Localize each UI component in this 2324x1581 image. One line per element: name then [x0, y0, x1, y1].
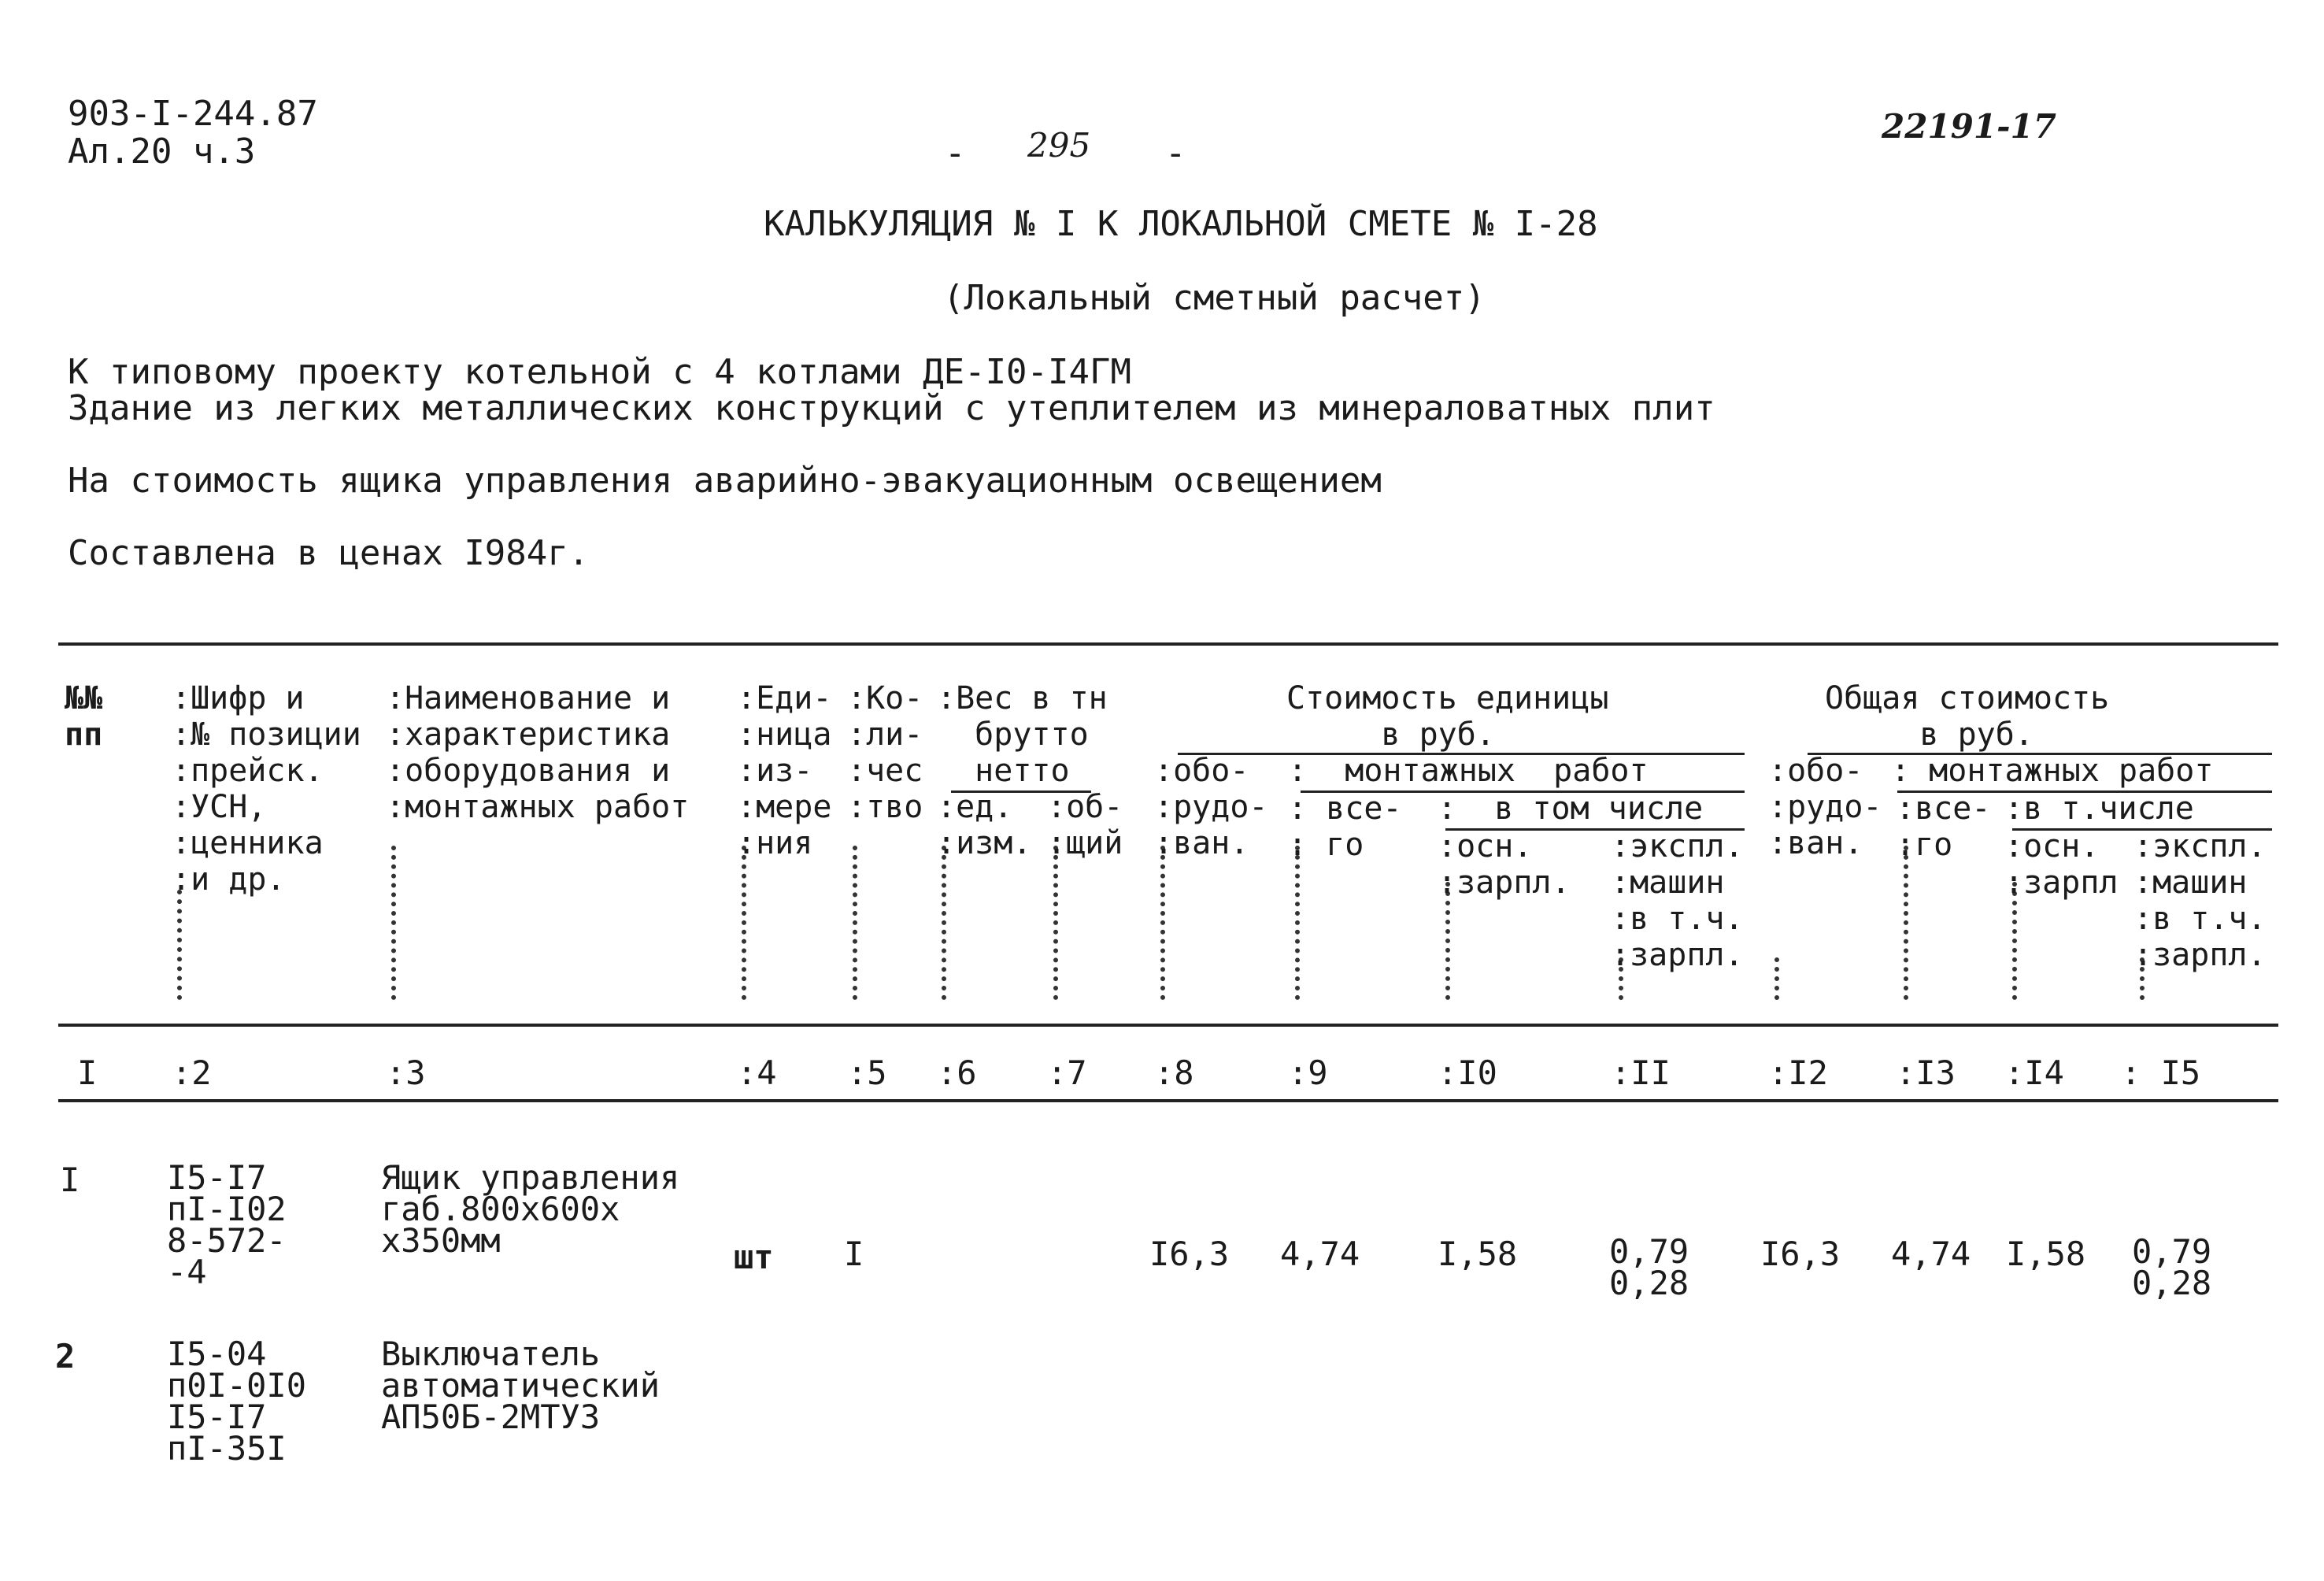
price-level: Составлена в ценах I984г. [68, 533, 590, 573]
row-name: Выключатель автоматический АП50Б-2МТУ3 [381, 1335, 661, 1436]
column-number-12: :I2 [1768, 1053, 1828, 1092]
column-number-9: :9 [1288, 1053, 1328, 1092]
column-number-8: :8 [1154, 1053, 1194, 1092]
col-header-code: :Шифр и :№ позиции :прейск. :УСН, :ценника :и др. [172, 680, 361, 898]
column-number-6: :6 [937, 1053, 977, 1092]
column-number-2: :2 [172, 1053, 212, 1092]
col-header-weight-total: :об- :щий [1047, 789, 1123, 861]
row-mach-unit: 0,79 0,28 [1609, 1232, 1689, 1302]
column-number-3: :3 [386, 1053, 426, 1092]
row-unit: шт [734, 1238, 774, 1276]
column-number-5: :5 [847, 1053, 887, 1092]
col-header-unit-cost: Стоимость единицы в руб. [1286, 680, 1609, 753]
row-number: 2 [55, 1337, 76, 1376]
row-mont-all-unit: 4,74 [1280, 1235, 1360, 1273]
row-mont-all-total: 4,74 [1891, 1235, 1971, 1273]
col-sep-13 [1904, 846, 1908, 1000]
row-salary-total: I,58 [2006, 1235, 2086, 1273]
col-header-equip-unit: :обо- :рудо- :ван. [1154, 753, 1268, 861]
row-qty: I [844, 1235, 864, 1273]
page-dash-right: - [1165, 133, 1186, 173]
page-title: КАЛЬКУЛЯЦИЯ № I К ЛОКАЛЬНОЙ СМЕТЕ № I-28 [764, 204, 1598, 244]
col-sep-3 [391, 846, 396, 1000]
page-dash-left: - [945, 133, 966, 173]
cost-purpose: На стоимость ящика управления аварийно-эвакуационным освещением [68, 461, 1382, 501]
column-number-1: I [77, 1053, 98, 1092]
row-equip-unit: I6,3 [1149, 1235, 1230, 1273]
col-sep-9 [1295, 846, 1300, 1000]
row-code: I5-I7 пI-I02 8-572- -4 [167, 1158, 287, 1291]
column-number-10: :I0 [1438, 1053, 1497, 1092]
project-line-1: К типовому проекту котельной с 4 котлами ДЕ-I0-I4ГМ [68, 352, 1132, 392]
column-number-13: :I3 [1896, 1053, 1956, 1092]
col-header-equip-total: :обо- :рудо- :ван. [1768, 753, 1882, 861]
column-number-15: : I5 [2121, 1053, 2201, 1092]
table-numbers-rule [58, 1099, 2278, 1102]
col-sep-8 [1160, 846, 1165, 1000]
row-name: Ящик управления габ.800х600х х350мм [381, 1158, 680, 1260]
col-header-total-cost: Общая стоимость в руб. [1825, 680, 2110, 753]
col-header-mont-all-unit: : все- : го [1288, 790, 1402, 863]
col-sep-12 [1774, 957, 1779, 1000]
row-code: I5-04 п0I-0I0 I5-I7 пI-35I [167, 1335, 307, 1468]
page-number: 295 [1027, 126, 1091, 165]
col-header-unit: :Еди- :ница :из- :мере :ния [737, 680, 832, 861]
col-sep-7 [1053, 846, 1058, 1000]
col-header-name: :Наименование и :характеристика :оборудования и :монтажных работ [386, 680, 690, 825]
document-code: 903-I-244.87 [68, 94, 318, 134]
row-mach-total: 0,79 0,28 [2132, 1232, 2212, 1302]
col-header-incl-unit: : в том числе [1438, 790, 1704, 827]
project-line-2: Здание из легких металлических конструкций с утеплителем из минераловатных плит [68, 388, 1715, 428]
table-top-rule [58, 642, 2278, 646]
col-header-salary-unit: :осн. :зарпл. [1438, 828, 1571, 901]
row-equip-total: I6,3 [1760, 1235, 1841, 1273]
col-header-mont-total: : монтажных работ [1891, 753, 2214, 789]
col-header-salary-total: :осн. :зарпл [2004, 828, 2119, 901]
row-salary-unit: I,58 [1438, 1235, 1518, 1273]
inventory-number: 22191-17 [1882, 107, 2056, 146]
column-number-11: :II [1611, 1053, 1671, 1092]
col-header-incl-total: :в т.числе [2004, 790, 2194, 827]
column-number-14: :I4 [2004, 1053, 2064, 1092]
col-sep-4 [742, 846, 746, 1000]
page-subtitle: (Локальный сметный расчет) [943, 278, 1486, 318]
column-number-4: :4 [737, 1053, 777, 1092]
col-header-num: №№ пп [65, 680, 103, 753]
col-header-weight: :Вес в тн брутто нетто [937, 680, 1108, 789]
column-number-7: :7 [1047, 1053, 1087, 1092]
row-number: I [60, 1161, 80, 1199]
col-sep-5 [853, 846, 857, 1000]
col-header-mont-unit: : монтажных работ [1288, 753, 1649, 789]
col-header-mach-unit: :экспл. :машин :в т.ч. :зарпл. [1611, 828, 1744, 973]
col-header-qty: :Ко- :ли- :чес :тво [847, 680, 923, 825]
table-header-rule [58, 1024, 2278, 1027]
col-header-weight-unit: :ед. :изм. [937, 789, 1032, 861]
album-part: Ал.20 ч.3 [68, 131, 256, 172]
col-sep-2 [177, 890, 182, 1000]
col-sep-6 [942, 846, 946, 1000]
col-header-mach-total: :экспл. :машин :в т.ч. :зарпл. [2133, 828, 2267, 973]
col-header-mont-all-total: :все- :го [1896, 790, 1991, 863]
